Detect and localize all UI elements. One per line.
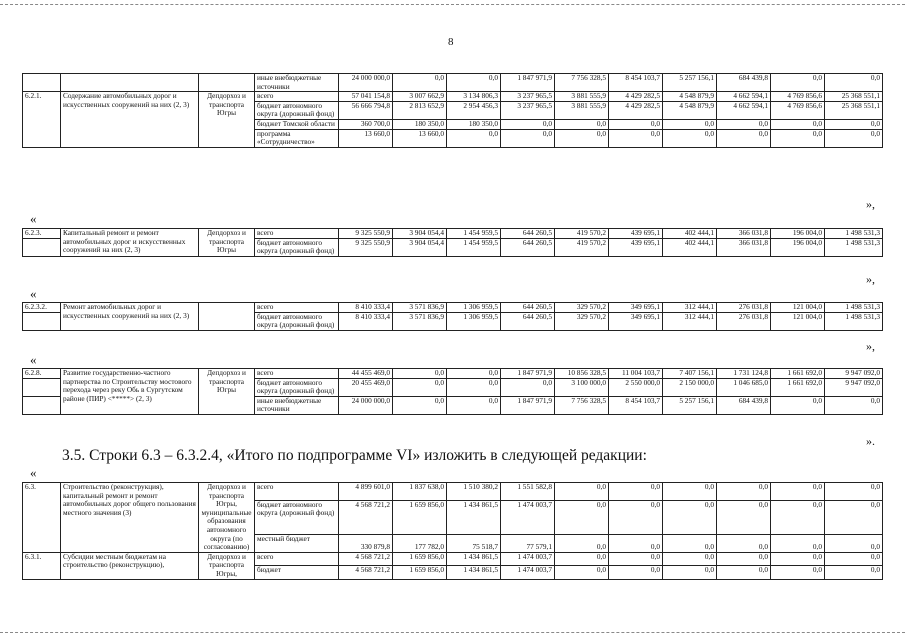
value-cell: 1 046 685,0 xyxy=(717,378,771,396)
closing-quote-3: », xyxy=(866,339,875,353)
value-cell: 0,0 xyxy=(825,74,883,92)
row-code-cell: 6.3.1. xyxy=(23,552,61,579)
row-code-cell: 6.2.1. xyxy=(23,92,61,148)
value-cell: 2 150 000,0 xyxy=(663,378,717,396)
funding-source-cell: бюджет автономного округа (дорожный фонд) xyxy=(255,500,339,534)
value-cell: 3 571 836,9 xyxy=(393,303,447,313)
value-cell: 121 004,0 xyxy=(771,312,825,330)
table-row xyxy=(23,483,883,501)
row-title-cell xyxy=(61,74,199,92)
value-cell: 4 568 721,2 xyxy=(339,552,393,565)
value-cell: 1 434 861,5 xyxy=(447,500,501,534)
value-cell: 0,0 xyxy=(663,566,717,579)
value-cell: 56 666 794,8 xyxy=(339,101,393,119)
value-cell: 1 661 692,0 xyxy=(771,369,825,379)
value-cell: 0,0 xyxy=(771,129,825,147)
value-cell: 1 434 861,5 xyxy=(447,552,501,565)
opening-quote-2: « xyxy=(30,211,37,226)
value-cell: 329 570,2 xyxy=(555,303,609,313)
section-heading: 3.5. Строки 6.3 – 6.3.2.4, «Итого по подпрограмме VI» изложить в следующей редакции: xyxy=(62,447,647,464)
value-cell: 57 041 154,8 xyxy=(339,92,393,102)
value-cell: 1 434 861,5 xyxy=(447,566,501,579)
row-code-cell xyxy=(23,312,61,330)
value-cell: 684 439,8 xyxy=(717,74,771,92)
value-cell: 24 000 000,0 xyxy=(339,74,393,92)
value-cell: 3 100 000,0 xyxy=(555,378,609,396)
funding-source-cell: бюджет автономного округа (дорожный фонд) xyxy=(255,378,339,396)
value-cell: 4 548 879,9 xyxy=(663,92,717,102)
value-cell: 1 551 582,8 xyxy=(501,483,555,501)
value-cell: 419 570,2 xyxy=(555,238,609,256)
value-cell: 7 756 328,5 xyxy=(555,74,609,92)
value-cell: 0,0 xyxy=(717,552,771,565)
value-cell: 8 454 103,7 xyxy=(609,396,663,414)
value-cell: 3 904 054,4 xyxy=(393,229,447,239)
value-cell: 1 659 856,0 xyxy=(393,500,447,534)
value-cell: 1 498 531,3 xyxy=(825,229,883,239)
value-cell: 360 700,0 xyxy=(339,119,393,129)
value-cell: 1 847 971,9 xyxy=(501,396,555,414)
row-title-cell: Строительство (реконструкция), капитальный ремонт и ремонт автомобильных дорог общего пользования местного значения (3) xyxy=(61,483,199,553)
funding-source-cell: всего xyxy=(255,483,339,501)
value-cell: 4 548 879,9 xyxy=(663,101,717,119)
table-row xyxy=(23,552,883,565)
value-cell: 13 660,0 xyxy=(393,129,447,147)
row-title-cell: Ремонт автомобильных дорог и искусственных сооружений на них (2, 3) xyxy=(61,303,199,331)
value-cell: 4 662 594,1 xyxy=(717,101,771,119)
value-cell: 4 568 721,2 xyxy=(339,500,393,534)
value-cell: 24 000 000,0 xyxy=(339,396,393,414)
value-cell: 276 031,8 xyxy=(717,312,771,330)
value-cell: 1 454 959,5 xyxy=(447,238,501,256)
value-cell: 10 856 328,5 xyxy=(555,369,609,379)
value-cell: 1 498 531,3 xyxy=(825,238,883,256)
table-row xyxy=(23,303,883,313)
row-title-cell: Субсидии местным бюджетам на строительство (реконструкцию), xyxy=(61,552,199,579)
table-row xyxy=(23,369,883,379)
value-cell: 644 260,5 xyxy=(501,312,555,330)
value-cell: 0,0 xyxy=(663,534,717,552)
row-code-cell xyxy=(23,238,61,256)
row-code-cell: 6.3. xyxy=(23,483,61,553)
value-cell: 4 429 282,5 xyxy=(609,92,663,102)
value-cell: 0,0 xyxy=(555,566,609,579)
value-cell: 0,0 xyxy=(825,552,883,565)
value-cell: 9 947 092,0 xyxy=(825,369,883,379)
value-cell: 419 570,2 xyxy=(555,229,609,239)
table-row xyxy=(23,92,883,102)
value-cell: 11 004 103,7 xyxy=(609,369,663,379)
table-6-2-8 xyxy=(22,368,883,415)
executor-cell: Депдорхоз и транспорта Югры, муниципальные образования автономного округа (по согласованию) xyxy=(199,483,255,553)
value-cell: 1 306 959,5 xyxy=(447,312,501,330)
value-cell: 44 455 469,0 xyxy=(339,369,393,379)
value-cell: 3 881 555,9 xyxy=(555,92,609,102)
value-cell: 0,0 xyxy=(393,369,447,379)
value-cell: 0,0 xyxy=(771,566,825,579)
value-cell: 0,0 xyxy=(555,500,609,534)
row-code-cell: 6.2.8. xyxy=(23,369,61,379)
funding-source-cell: программа «Сотрудничество» xyxy=(255,129,339,147)
value-cell: 1 837 638,0 xyxy=(393,483,447,501)
value-cell: 0,0 xyxy=(717,483,771,501)
value-cell: 1 847 971,9 xyxy=(501,369,555,379)
funding-source-cell: иные внебюджетные источники xyxy=(255,396,339,414)
row-code-cell xyxy=(23,396,61,414)
value-cell: 8 410 333,4 xyxy=(339,312,393,330)
funding-source-cell: всего xyxy=(255,229,339,239)
value-cell: 1 498 531,3 xyxy=(825,303,883,313)
value-cell: 0,0 xyxy=(663,129,717,147)
value-cell: 3 904 054,4 xyxy=(393,238,447,256)
value-cell: 1 510 380,2 xyxy=(447,483,501,501)
value-cell: 1 474 003,7 xyxy=(501,552,555,565)
value-cell: 7 407 156,1 xyxy=(663,369,717,379)
opening-quote-4: « xyxy=(30,352,37,367)
value-cell: 402 444,1 xyxy=(663,238,717,256)
value-cell: 0,0 xyxy=(663,119,717,129)
value-cell: 1 474 003,7 xyxy=(501,500,555,534)
value-cell: 0,0 xyxy=(555,483,609,501)
value-cell: 1 454 959,5 xyxy=(447,229,501,239)
table-6-2-3 xyxy=(22,228,883,257)
closing-quote-2: », xyxy=(866,272,875,286)
value-cell: 121 004,0 xyxy=(771,303,825,313)
value-cell: 0,0 xyxy=(771,534,825,552)
value-cell: 9 325 550,9 xyxy=(339,229,393,239)
value-cell: 0,0 xyxy=(717,129,771,147)
closing-quote-1: », xyxy=(866,197,875,211)
value-cell: 0,0 xyxy=(609,119,663,129)
value-cell: 684 439,8 xyxy=(717,396,771,414)
value-cell: 0,0 xyxy=(447,74,501,92)
value-cell: 1 659 856,0 xyxy=(393,566,447,579)
value-cell: 75 518,7 xyxy=(447,534,501,552)
value-cell: 0,0 xyxy=(609,129,663,147)
row-code-cell xyxy=(23,74,61,92)
value-cell: 1 498 531,3 xyxy=(825,312,883,330)
value-cell: 0,0 xyxy=(609,483,663,501)
value-cell: 0,0 xyxy=(501,378,555,396)
value-cell: 20 455 469,0 xyxy=(339,378,393,396)
value-cell: 25 368 551,1 xyxy=(825,101,883,119)
row-code-cell: 6.2.3. xyxy=(23,229,61,239)
value-cell: 3 237 965,5 xyxy=(501,92,555,102)
value-cell: 1 306 959,5 xyxy=(447,303,501,313)
value-cell: 402 444,1 xyxy=(663,229,717,239)
funding-source-cell: местный бюджет xyxy=(255,534,339,552)
value-cell: 349 695,1 xyxy=(609,303,663,313)
funding-source-cell: иные внебюджетные источники xyxy=(255,74,339,92)
funding-source-cell: всего xyxy=(255,92,339,102)
value-cell: 0,0 xyxy=(771,119,825,129)
value-cell: 5 257 156,1 xyxy=(663,396,717,414)
value-cell: 3 007 662,9 xyxy=(393,92,447,102)
executor-cell: Депдорхоз и транспорта Югры, xyxy=(199,552,255,579)
value-cell: 0,0 xyxy=(717,534,771,552)
value-cell: 177 782,0 xyxy=(393,534,447,552)
funding-source-cell: всего xyxy=(255,552,339,565)
value-cell: 0,0 xyxy=(555,129,609,147)
funding-source-cell: всего xyxy=(255,369,339,379)
executor-cell: Депдорхоз и транспорта Югры xyxy=(199,92,255,148)
row-title-cell: Развитие государственно-частного партнерства по Строительству мостового перехода через реку Обь в Сургутском районе (ПИР) <*****> (2, 3) xyxy=(61,369,199,415)
value-cell: 0,0 xyxy=(663,500,717,534)
value-cell: 9 947 092,0 xyxy=(825,378,883,396)
value-cell: 0,0 xyxy=(555,119,609,129)
value-cell: 0,0 xyxy=(393,74,447,92)
value-cell: 1 847 971,9 xyxy=(501,74,555,92)
value-cell: 0,0 xyxy=(771,74,825,92)
table-6-2-1 xyxy=(22,73,883,148)
funding-source-cell: бюджет автономного округа (дорожный фонд) xyxy=(255,238,339,256)
value-cell: 366 031,8 xyxy=(717,238,771,256)
value-cell: 0,0 xyxy=(609,500,663,534)
funding-source-cell: бюджет Томской области xyxy=(255,119,339,129)
value-cell: 1 731 124,8 xyxy=(717,369,771,379)
value-cell: 180 350,0 xyxy=(447,119,501,129)
value-cell: 0,0 xyxy=(393,378,447,396)
value-cell: 0,0 xyxy=(447,369,501,379)
executor-cell: Депдорхоз и транспорта Югры xyxy=(199,229,255,257)
value-cell: 349 695,1 xyxy=(609,312,663,330)
funding-source-cell: всего xyxy=(255,303,339,313)
value-cell: 0,0 xyxy=(717,119,771,129)
value-cell: 2 550 000,0 xyxy=(609,378,663,396)
value-cell: 312 444,1 xyxy=(663,312,717,330)
value-cell: 4 769 856,6 xyxy=(771,101,825,119)
value-cell: 13 660,0 xyxy=(339,129,393,147)
value-cell: 0,0 xyxy=(393,396,447,414)
value-cell: 3 881 555,9 xyxy=(555,101,609,119)
opening-quote-3: « xyxy=(30,286,37,301)
value-cell: 0,0 xyxy=(771,396,825,414)
executor-cell xyxy=(199,74,255,92)
value-cell: 0,0 xyxy=(825,119,883,129)
value-cell: 196 004,0 xyxy=(771,229,825,239)
executor-cell xyxy=(199,303,255,331)
row-code-cell: 6.2.3.2. xyxy=(23,303,61,313)
value-cell: 3 134 806,3 xyxy=(447,92,501,102)
value-cell: 0,0 xyxy=(609,552,663,565)
page-number: 8 xyxy=(448,36,454,48)
value-cell: 439 695,1 xyxy=(609,229,663,239)
value-cell: 196 004,0 xyxy=(771,238,825,256)
value-cell: 0,0 xyxy=(771,500,825,534)
executor-cell: Депдорхоз и транспорта Югры xyxy=(199,369,255,415)
value-cell: 0,0 xyxy=(825,129,883,147)
value-cell: 4 568 721,2 xyxy=(339,566,393,579)
value-cell: 2 954 456,3 xyxy=(447,101,501,119)
value-cell: 644 260,5 xyxy=(501,229,555,239)
value-cell: 1 661 692,0 xyxy=(771,378,825,396)
opening-quote-5: « xyxy=(30,465,37,480)
value-cell: 0,0 xyxy=(663,552,717,565)
value-cell: 312 444,1 xyxy=(663,303,717,313)
value-cell: 0,0 xyxy=(717,500,771,534)
scan-bottom-edge xyxy=(0,632,905,633)
value-cell: 0,0 xyxy=(501,119,555,129)
value-cell: 1 659 856,0 xyxy=(393,552,447,565)
value-cell: 644 260,5 xyxy=(501,303,555,313)
value-cell: 8 454 103,7 xyxy=(609,74,663,92)
value-cell: 0,0 xyxy=(501,129,555,147)
value-cell: 366 031,8 xyxy=(717,229,771,239)
funding-source-cell: бюджет xyxy=(255,566,339,579)
value-cell: 0,0 xyxy=(717,566,771,579)
value-cell: 0,0 xyxy=(825,534,883,552)
value-cell: 180 350,0 xyxy=(393,119,447,129)
value-cell: 0,0 xyxy=(447,129,501,147)
value-cell: 0,0 xyxy=(447,396,501,414)
value-cell: 0,0 xyxy=(825,566,883,579)
value-cell: 0,0 xyxy=(447,378,501,396)
value-cell: 0,0 xyxy=(825,483,883,501)
value-cell: 0,0 xyxy=(825,500,883,534)
value-cell: 7 756 328,5 xyxy=(555,396,609,414)
value-cell: 77 579,1 xyxy=(501,534,555,552)
value-cell: 5 257 156,1 xyxy=(663,74,717,92)
value-cell: 276 031,8 xyxy=(717,303,771,313)
row-code-cell xyxy=(23,378,61,396)
closing-quote-4: ». xyxy=(866,434,875,448)
scan-top-edge xyxy=(0,4,905,5)
value-cell: 0,0 xyxy=(609,534,663,552)
funding-source-cell: бюджет автономного округа (дорожный фонд) xyxy=(255,101,339,119)
value-cell: 330 879,8 xyxy=(339,534,393,552)
value-cell: 0,0 xyxy=(555,552,609,565)
value-cell: 8 410 333,4 xyxy=(339,303,393,313)
value-cell: 4 429 282,5 xyxy=(609,101,663,119)
table-row xyxy=(23,229,883,239)
value-cell: 0,0 xyxy=(771,483,825,501)
table-6-3 xyxy=(22,482,883,580)
table-6-2-3-2 xyxy=(22,302,883,331)
value-cell: 0,0 xyxy=(771,552,825,565)
value-cell: 0,0 xyxy=(555,534,609,552)
value-cell: 3 571 836,9 xyxy=(393,312,447,330)
value-cell: 2 813 652,9 xyxy=(393,101,447,119)
value-cell: 0,0 xyxy=(825,396,883,414)
value-cell: 9 325 550,9 xyxy=(339,238,393,256)
value-cell: 439 695,1 xyxy=(609,238,663,256)
table-row xyxy=(23,74,883,92)
row-title-cell: Капитальный ремонт и ремонт автомобильных дорог и искусственных сооружений на них (2, 3) xyxy=(61,229,199,257)
row-title-cell: Содержание автомобильных дорог и искусственных сооружений на них (2, 3) xyxy=(61,92,199,148)
value-cell: 4 662 594,1 xyxy=(717,92,771,102)
value-cell: 0,0 xyxy=(663,483,717,501)
value-cell: 644 260,5 xyxy=(501,238,555,256)
value-cell: 329 570,2 xyxy=(555,312,609,330)
funding-source-cell: бюджет автономного округа (дорожный фонд) xyxy=(255,312,339,330)
value-cell: 25 368 551,1 xyxy=(825,92,883,102)
value-cell: 1 474 003,7 xyxy=(501,566,555,579)
value-cell: 3 237 965,5 xyxy=(501,101,555,119)
value-cell: 4 769 856,6 xyxy=(771,92,825,102)
value-cell: 4 899 601,0 xyxy=(339,483,393,501)
value-cell: 0,0 xyxy=(609,566,663,579)
